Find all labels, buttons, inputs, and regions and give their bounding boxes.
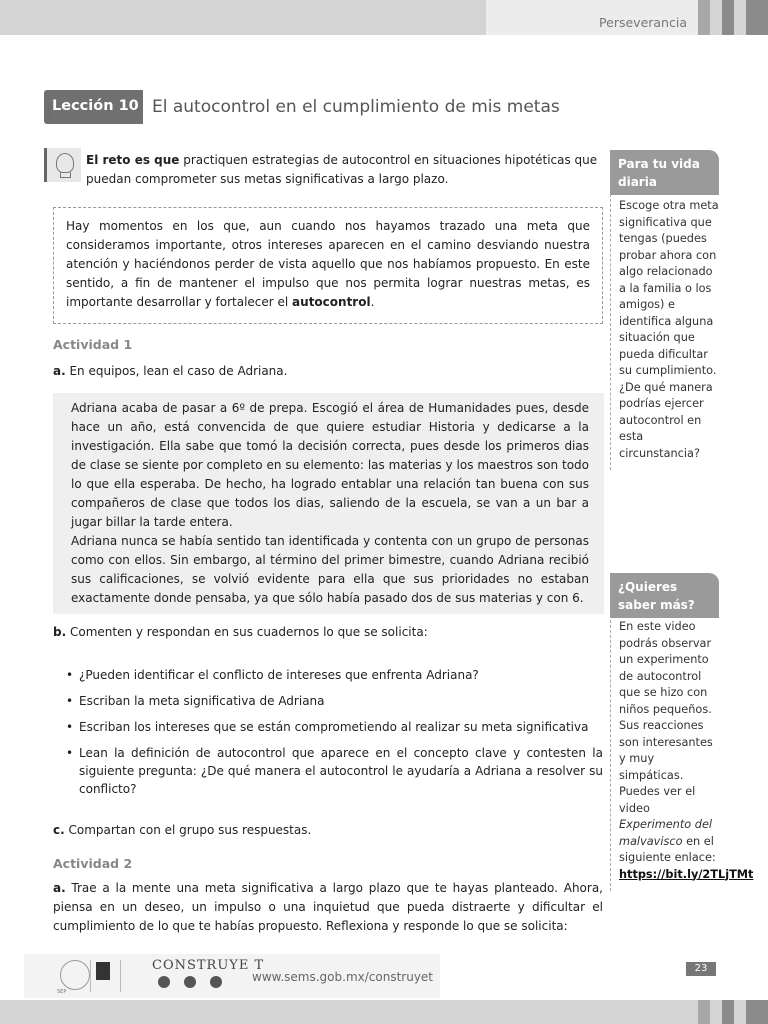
- footer-block: [722, 1000, 734, 1024]
- construye-t-logo: CONSTRUYE T: [152, 958, 265, 973]
- challenge-statement: [86, 151, 602, 189]
- list-item: • Escriban la meta significativa de Adriana: [66, 692, 603, 710]
- divider: [90, 960, 91, 992]
- sidebar-text: En este video podrás observar un experimento de autocontrol que se hizo con niños pequeños. Sus reacciones son interesantes y muy simpáticas. Puedes ver el video: [619, 620, 713, 815]
- activity-1-step-a: [53, 362, 608, 381]
- list-item: • ¿Pueden identificar el conflicto de intereses que enfrenta Adriana?: [66, 666, 603, 684]
- section-label: Perseverancia: [599, 15, 687, 30]
- step-label: c.: [53, 823, 65, 837]
- step-text: Comenten y respondan en sus cuadernos lo que se solicita:: [66, 625, 428, 639]
- case-paragraph-1: Adriana acaba de pasar a 6º de prepa. Escogió el área de Humanidades pues, desde hace un año, está convencida de que quiere estudiar Historia y dedicarse a la investigación. Ella sabe que tomó la decisión correcta, pues desde los primeros dias de clase se siente por completo en su elemento: las materias y los maestros son todo lo que ella esperaba. De hecho, ha logrado entablar una relación tan buena con sus compañeros de clase que todos los dias, saliendo de la escuela, se van a un bar a jugar billar la tarde entera.: [71, 401, 589, 529]
- challenge-lead: El reto es que: [86, 153, 180, 167]
- challenge-text: practiquen estrategias de autocontrol en situaciones hipotéticas que puedan comprometer sus metas significativas a largo plazo.: [86, 153, 598, 186]
- sidebar-daily-life-text: Escoge otra meta significativa que tengas (puedes probar ahora con algo relacionado a la familia o los amigos) e identifica alguna situación que pueda dificultar su cumplimiento. ¿De qué manera podrías ejercer autocontrol en esta circunstancia?: [610, 194, 730, 470]
- page-number: 23: [686, 962, 716, 976]
- lesson-title: El autocontrol en el cumplimiento de mis metas: [152, 97, 560, 117]
- sidebar-daily-life-title: Para tu vida diaria: [610, 150, 719, 195]
- case-paragraph-2: Adriana nunca se había sentido tan identificada y contenta con un grupo de personas como con ellos. Sin embargo, al término del primer bimestre, cuando Adriana recibió sus calificaciones, se volvió evidente para ella que sus prioridades no estaban exactamente donde pensaba, ya que sólo había pasado dos de sus materias y con 6.: [71, 534, 589, 605]
- case-box: [53, 393, 604, 614]
- video-title: Experimento del malvavisco: [619, 818, 713, 848]
- sidebar-text-end: en el siguiente enlace:: [619, 834, 716, 864]
- sep-seal-icon: [60, 960, 90, 990]
- list-item: • Lean la definición de autocontrol que aparece en el concepto clave y contesten la siguiente pregunta: ¿De qué manera el autocontrol le ayudaría a Adriana a resolver su conflicto?: [66, 744, 603, 798]
- intro-text: Hay momentos en los que, aun cuando nos hayamos trazado una meta que consideramos importante, otros intereses aparecen en el camino desviando nuestra atención y haciéndonos perder de vista aquello que nos habíamos propuesto. En este sentido, a fin de mantener el impulso que nos permita lograr nuestras metas, es importante desarrollar y fortalecer el: [66, 219, 590, 309]
- footer-bar: [0, 1000, 768, 1024]
- intro-end: .: [370, 295, 375, 309]
- activity-1-step-b: [53, 623, 608, 642]
- sidebar-learn-more-text: [610, 615, 754, 891]
- footer-url[interactable]: www.sems.gob.mx/construyet: [252, 970, 434, 984]
- question-list: [66, 666, 603, 806]
- footer-block: [698, 1000, 710, 1024]
- activity-1-step-c: [53, 821, 608, 840]
- step-label: b.: [53, 625, 67, 639]
- intro-keyword: autocontrol: [292, 295, 371, 309]
- step-text: En equipos, lean el caso de Adriana.: [65, 364, 288, 378]
- lesson-number: Lección 10: [52, 98, 139, 114]
- footer-logos: [24, 954, 440, 998]
- activity-2-step-a: [53, 879, 603, 936]
- step-label: a.: [53, 881, 66, 895]
- step-text: Trae a la mente una meta significativa a largo plazo que te hayas planteado. Ahora, piensa en un deseo, un impulso o una inquietud que pueda distraerte y dificultar el cumplimiento de lo que te habías propuesto. Reflexiona y responde lo que se solicita:: [53, 881, 603, 933]
- header-block: [722, 0, 734, 35]
- header-block: [698, 0, 710, 35]
- activity-2-title: Actividad 2: [53, 856, 133, 871]
- footer-block: [746, 1000, 768, 1024]
- sidebar-learn-more-title: ¿Quieres saber más?: [610, 573, 719, 618]
- activity-1-title: Actividad 1: [53, 337, 133, 352]
- video-link[interactable]: https://bit.ly/2TLjTMt: [619, 867, 754, 881]
- step-label: a.: [53, 364, 66, 378]
- header-block: [746, 0, 768, 35]
- institution-logo-icon: [96, 962, 110, 980]
- intro-box: [53, 207, 603, 324]
- seal-text: SEP: [57, 989, 67, 995]
- lightbulb-icon: [44, 148, 81, 182]
- list-item: • Escriban los intereses que se están comprometiendo al realizar su meta significativa: [66, 718, 603, 736]
- step-text: Compartan con el grupo sus respuestas.: [64, 823, 312, 837]
- divider: [120, 960, 121, 992]
